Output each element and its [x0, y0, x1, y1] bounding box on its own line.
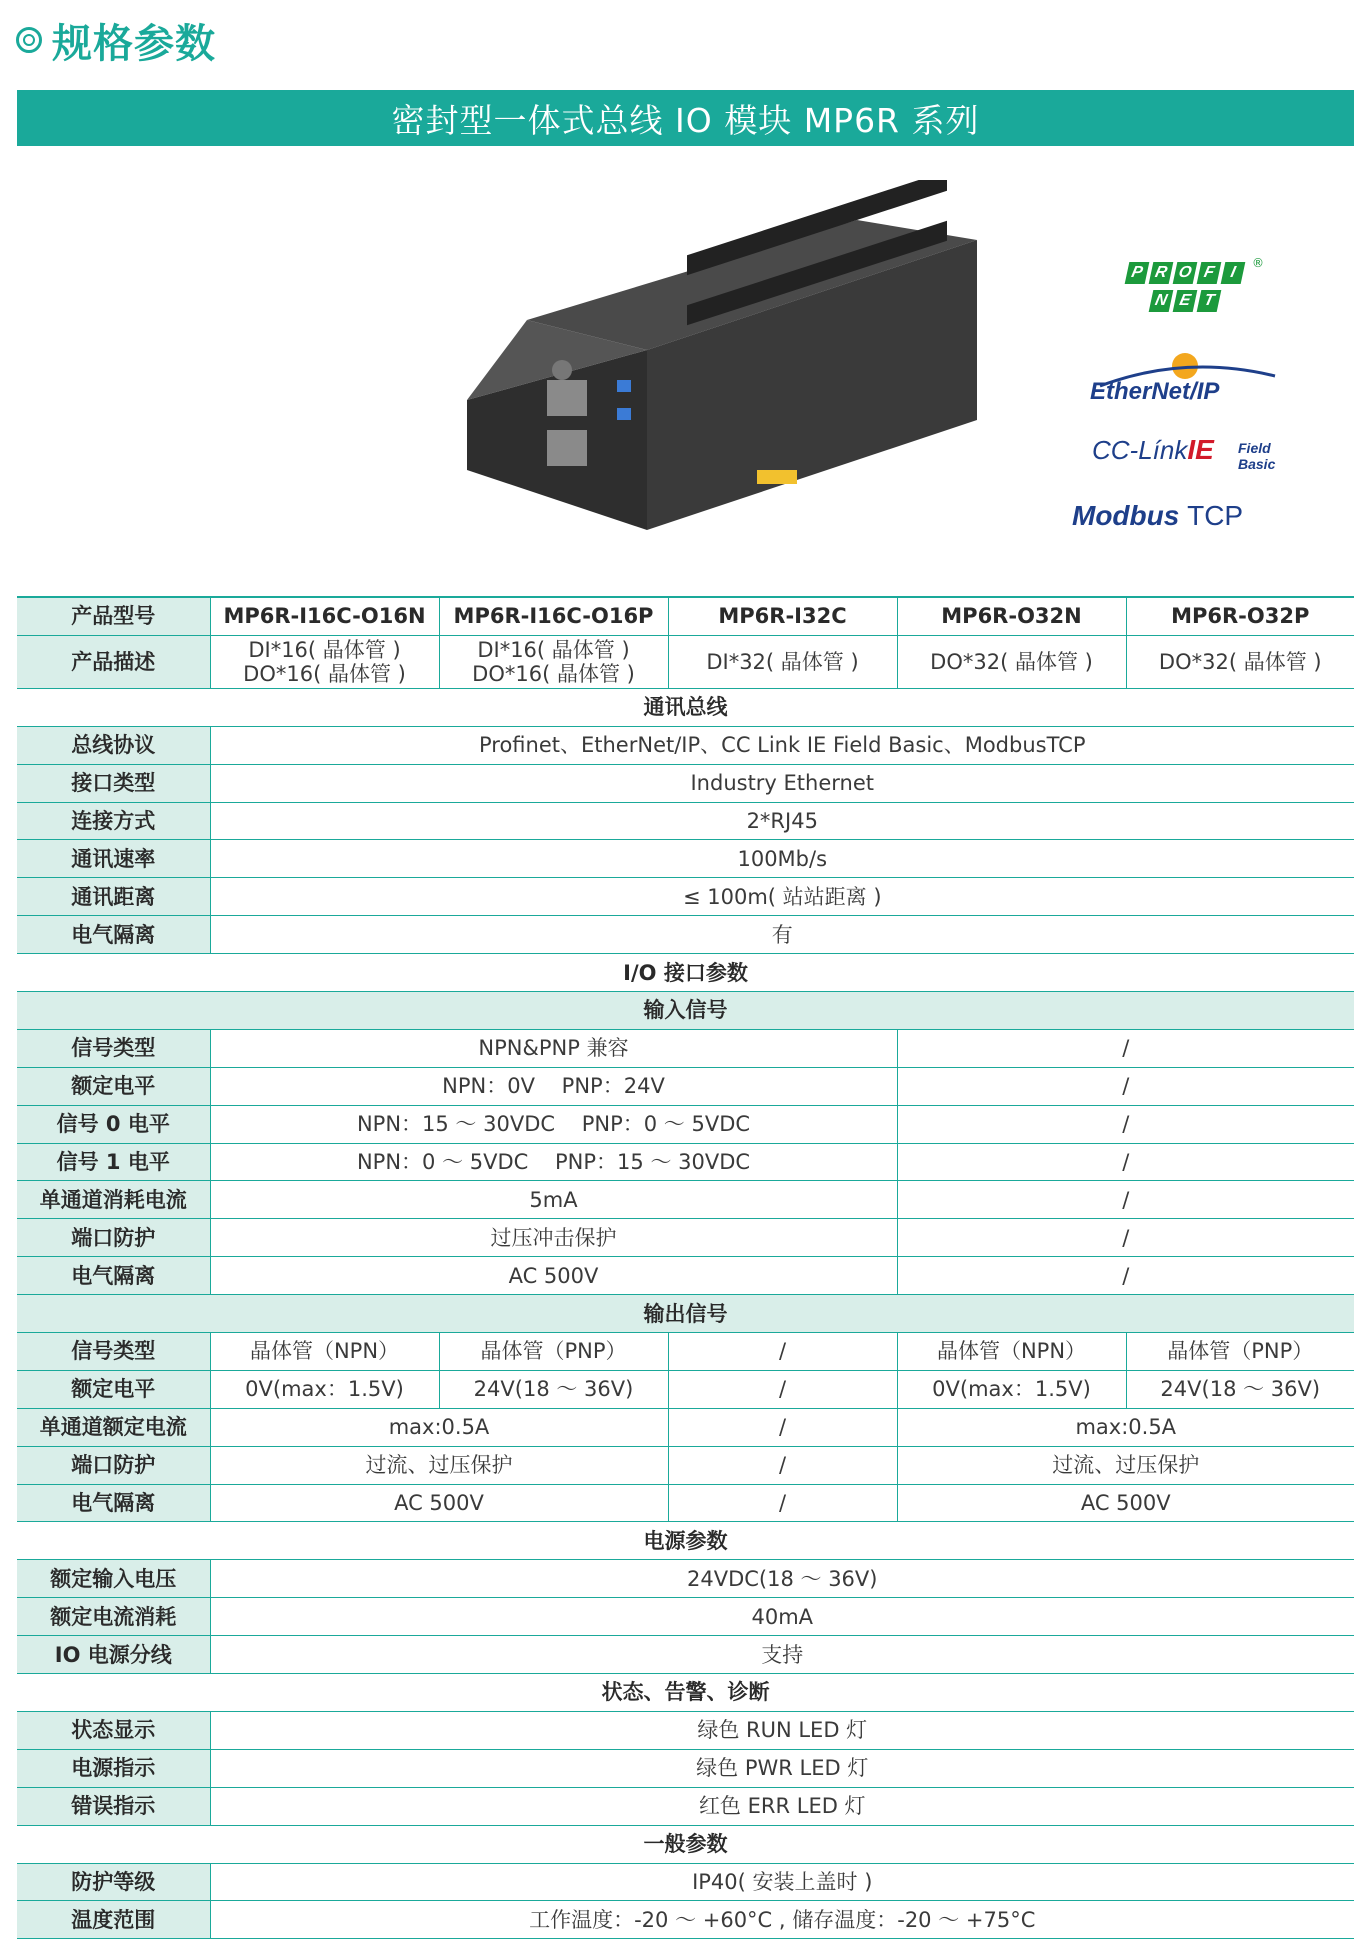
spec-row: [17, 1560, 1354, 1598]
value-cell: 工作温度：-20 ～ +60°C , 储存温度：-20 ～ +75°C: [210, 1901, 1354, 1939]
subsection-heading: 输出信号: [17, 1295, 1354, 1333]
profinet-letter: T: [1197, 290, 1222, 312]
value-cell: /: [897, 1143, 1354, 1181]
value-cell: 晶体管（NPN）: [210, 1333, 439, 1371]
value-cell: NPN：0 ～ 5VDC PNP：15 ～ 30VDC: [210, 1143, 897, 1181]
description-line: DI*16( 晶体管 ): [477, 637, 630, 662]
value-cell: 过流、过压保护: [897, 1446, 1354, 1484]
value-cell: 过流、过压保护: [210, 1446, 668, 1484]
profinet-letter: R: [1149, 262, 1174, 284]
section-heading: 电源参数: [17, 1522, 1354, 1560]
cclink-field-text: Field: [1238, 440, 1271, 456]
value-cell: 100Mb/s: [210, 840, 1354, 878]
cclink-text: CC-Línk: [1092, 435, 1188, 465]
series-banner: 密封型一体式总线 IO 模块 MP6R 系列: [17, 90, 1354, 146]
spec-row: [17, 1901, 1354, 1939]
value-cell: max:0.5A: [897, 1408, 1354, 1446]
section-row: [17, 954, 1354, 992]
description-line: DO*16( 晶体管 ): [472, 661, 635, 686]
value-cell: 2*RJ45: [210, 802, 1354, 840]
cclink-ie-text: IE: [1187, 434, 1214, 465]
model-row: [17, 597, 1354, 635]
value-cell: /: [897, 1105, 1354, 1143]
section-heading: 状态、告警、诊断: [17, 1674, 1354, 1712]
value-cell: 支持: [210, 1636, 1354, 1674]
protocol-logos: [1070, 256, 1280, 542]
value-cell: 0V(max：1.5V): [210, 1370, 439, 1408]
spec-row: [17, 878, 1354, 916]
value-cell: AC 500V: [897, 1484, 1354, 1522]
spec-row: [17, 1408, 1354, 1446]
value-cell: NPN：15 ～ 30VDC PNP：0 ～ 5VDC: [210, 1105, 897, 1143]
ethernetip-logo: [1090, 350, 1280, 416]
spec-row: [17, 1105, 1354, 1143]
row-label: 端口防护: [17, 1446, 210, 1484]
section-row: [17, 688, 1354, 726]
description-line: DO*16( 晶体管 ): [243, 661, 406, 686]
circle-bullet-icon: [16, 27, 42, 53]
description-cell: DI*32( 晶体管 ): [668, 635, 897, 688]
subsection-row: [17, 992, 1354, 1030]
row-label: 单通道额定电流: [17, 1408, 210, 1446]
spec-row: [17, 1636, 1354, 1674]
value-cell: /: [668, 1484, 897, 1522]
value-cell: /: [897, 1029, 1354, 1067]
model-cell: MP6R-O32N: [897, 597, 1126, 635]
value-cell: /: [897, 1219, 1354, 1257]
value-cell: IP40( 安装上盖时 ): [210, 1863, 1354, 1901]
spec-row: [17, 1143, 1354, 1181]
spec-row: [17, 1484, 1354, 1522]
value-cell: 晶体管（PNP）: [1126, 1333, 1354, 1371]
row-label: 电气隔离: [17, 1484, 210, 1522]
spec-row: [17, 1370, 1354, 1408]
value-cell: 绿色 PWR LED 灯: [210, 1749, 1354, 1787]
spec-row: [17, 1219, 1354, 1257]
value-cell: /: [897, 1067, 1354, 1105]
value-cell: 有: [210, 916, 1354, 954]
value-cell: 40mA: [210, 1598, 1354, 1636]
registered-mark: ®: [1252, 256, 1264, 270]
row-label: 连接方式: [17, 802, 210, 840]
section-heading: 一般参数: [17, 1825, 1354, 1863]
row-label: 状态显示: [17, 1711, 210, 1749]
value-cell: AC 500V: [210, 1257, 897, 1295]
spec-row: [17, 1029, 1354, 1067]
spec-row: [17, 1749, 1354, 1787]
row-label: 端口防护: [17, 1219, 210, 1257]
value-cell: AC 500V: [210, 1484, 668, 1522]
row-label: 信号 0 电平: [17, 1105, 210, 1143]
io-module-product-image: [457, 180, 1017, 580]
row-label: 总线协议: [17, 726, 210, 764]
section-title-text: 规格参数: [52, 20, 216, 67]
section-row: [17, 1825, 1354, 1863]
row-label: 通讯距离: [17, 878, 210, 916]
row-label: 产品型号: [17, 597, 210, 635]
value-cell: 0V(max：1.5V): [897, 1370, 1126, 1408]
spec-row: [17, 764, 1354, 802]
value-cell: 晶体管（PNP）: [439, 1333, 668, 1371]
spec-row: [17, 840, 1354, 878]
spec-row: [17, 802, 1354, 840]
profinet-letter: F: [1197, 262, 1222, 284]
value-cell: /: [897, 1257, 1354, 1295]
value-cell: Profinet、EtherNet/IP、CC Link IE Field Basic、ModbusTCP: [210, 726, 1354, 764]
value-cell: 绿色 RUN LED 灯: [210, 1711, 1354, 1749]
value-cell: Industry Ethernet: [210, 764, 1354, 802]
row-label: 防护等级: [17, 1863, 210, 1901]
spec-row: [17, 916, 1354, 954]
spec-row: [17, 1711, 1354, 1749]
value-cell: /: [897, 1181, 1354, 1219]
value-cell: 红色 ERR LED 灯: [210, 1787, 1354, 1825]
section-row: [17, 1522, 1354, 1560]
value-cell: NPN&PNP 兼容: [210, 1029, 897, 1067]
value-cell: 24VDC(18 ～ 36V): [210, 1560, 1354, 1598]
profinet-letter: I: [1221, 262, 1246, 284]
row-label: 温度范围: [17, 1901, 210, 1939]
value-cell: NPN：0V PNP：24V: [210, 1067, 897, 1105]
value-cell: max:0.5A: [210, 1408, 668, 1446]
spec-row: [17, 726, 1354, 764]
subsection-row: [17, 1295, 1354, 1333]
spec-row: [17, 1863, 1354, 1901]
section-title: [16, 12, 216, 68]
row-label: 信号类型: [17, 1333, 210, 1371]
description-row: [17, 635, 1354, 688]
value-cell: /: [668, 1408, 897, 1446]
profinet-logo: [1110, 256, 1264, 328]
spec-row: [17, 1257, 1354, 1295]
section-row: [17, 1674, 1354, 1712]
row-label: 额定电平: [17, 1067, 210, 1105]
cclink-basic-text: Basic: [1238, 456, 1276, 472]
row-label: 额定输入电压: [17, 1560, 210, 1598]
description-cell: DO*32( 晶体管 ): [897, 635, 1126, 688]
row-label: 通讯速率: [17, 840, 210, 878]
spec-table: [17, 596, 1354, 1939]
description-cell: [210, 635, 439, 688]
value-cell: 24V(18 ～ 36V): [439, 1370, 668, 1408]
section-heading: 通讯总线: [17, 688, 1354, 726]
value-cell: 24V(18 ～ 36V): [1126, 1370, 1354, 1408]
section-heading: I/O 接口参数: [17, 954, 1354, 992]
description-cell: [439, 635, 668, 688]
row-label: 单通道消耗电流: [17, 1181, 210, 1219]
row-label: 信号 1 电平: [17, 1143, 210, 1181]
row-label: 额定电平: [17, 1370, 210, 1408]
subsection-heading: 输入信号: [17, 992, 1354, 1030]
model-cell: MP6R-I16C-O16N: [210, 597, 439, 635]
spec-row: [17, 1067, 1354, 1105]
row-label: 信号类型: [17, 1029, 210, 1067]
profinet-letter: O: [1173, 262, 1198, 284]
row-label: 电源指示: [17, 1749, 210, 1787]
description-cell: DO*32( 晶体管 ): [1126, 635, 1354, 688]
modbus-tcp-text: TCP: [1187, 500, 1244, 531]
value-cell: 过压冲击保护: [210, 1219, 897, 1257]
ethernetip-text: EtherNet/IP: [1090, 378, 1220, 405]
modbus-text: Modbus: [1072, 500, 1180, 531]
value-cell: 晶体管（NPN）: [897, 1333, 1126, 1371]
row-label: 额定电流消耗: [17, 1598, 210, 1636]
profinet-letter: N: [1149, 290, 1174, 312]
value-cell: 5mA: [210, 1181, 897, 1219]
model-cell: MP6R-I16C-O16P: [439, 597, 668, 635]
model-cell: MP6R-O32P: [1126, 597, 1354, 635]
spec-row: [17, 1333, 1354, 1371]
row-label: IO 电源分线: [17, 1636, 210, 1674]
row-label: 电气隔离: [17, 916, 210, 954]
spec-row: [17, 1446, 1354, 1484]
cclink-ie-field-basic-logo: [1092, 434, 1282, 484]
value-cell: ≤ 100m( 站站距离 ): [210, 878, 1354, 916]
spec-row: [17, 1787, 1354, 1825]
row-label: 错误指示: [17, 1787, 210, 1825]
spec-row: [17, 1598, 1354, 1636]
row-label: 产品描述: [17, 635, 210, 688]
row-label: 接口类型: [17, 764, 210, 802]
description-line: DI*16( 晶体管 ): [248, 637, 401, 662]
spec-row: [17, 1181, 1354, 1219]
value-cell: /: [668, 1446, 897, 1484]
modbus-tcp-logo: [1072, 500, 1243, 532]
profinet-letter: P: [1125, 262, 1150, 284]
value-cell: /: [668, 1370, 897, 1408]
model-cell: MP6R-I32C: [668, 597, 897, 635]
row-label: 电气隔离: [17, 1257, 210, 1295]
profinet-letter: E: [1173, 290, 1198, 312]
value-cell: /: [668, 1333, 897, 1371]
